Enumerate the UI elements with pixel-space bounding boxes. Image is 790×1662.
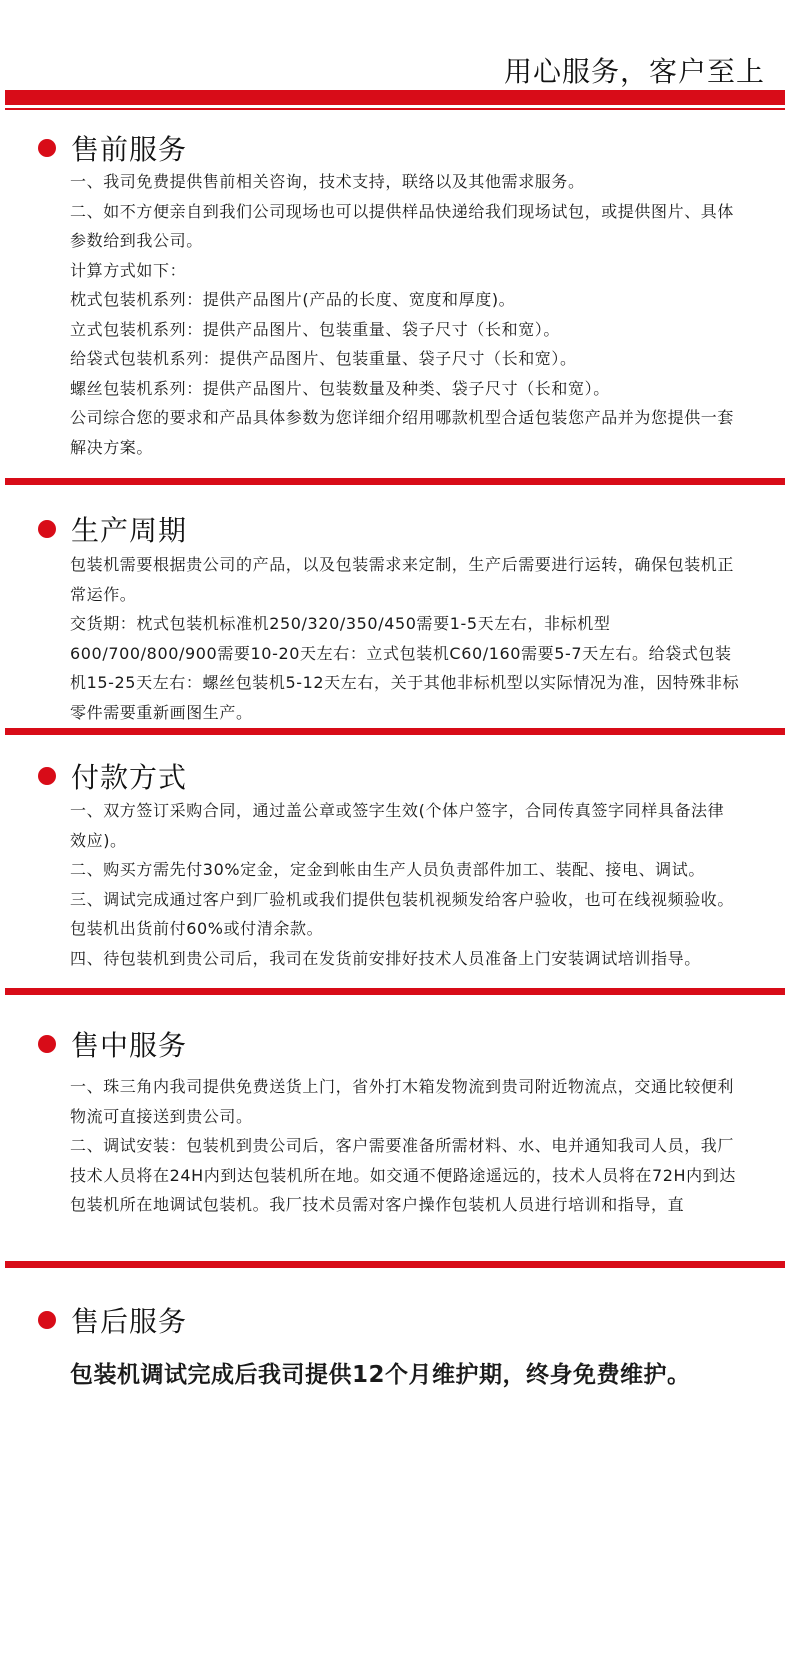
paragraph: 包装机需要根据贵公司的产品，以及包装需求来定制，生产后需要进行运转，确保包装机正常运作。 bbox=[70, 555, 735, 604]
paragraph: 二、调试安装：包装机到贵公司后，客户需要准备所需材料、水、电并通知我司人员，我厂技术人员将在24H内到达包装机所在地。如交通不便路途遥远的，技术人员将在72H内到达包装机所在地调试包装机。我厂技术员需对客户操作包装机人员进行培训和指导，直 bbox=[70, 1136, 736, 1214]
page-slogan: 用心服务，客户至上 bbox=[503, 55, 765, 88]
section-production-body bbox=[70, 550, 740, 727]
section-presale-body bbox=[70, 167, 740, 462]
paragraph: 交货期：枕式包装机标准机250/320/350/450需要1-5天左右，非标机型600/700/800/900需要10-20天左右：立式包装机C60/160需要5-7天左右。给袋式包装机15-25天左右：螺丝包装机5-12天左右，关于其他非标机型以实际情况为准，因特殊非标零件需要重新画图生产。 bbox=[70, 614, 740, 722]
paragraph: 三、调试完成通过客户到厂验机或我们提供包装机视频发给客户验收，也可在线视频验收。包装机出货前付60%或付清余款。 bbox=[70, 889, 735, 938]
paragraph: 螺丝包装机系列：提供产品图片、包装数量及种类、袋子尺寸（长和宽）。 bbox=[70, 378, 610, 398]
paragraph: 二、购买方需先付30%定金，定金到帐由生产人员负责部件加工、装配、接电、调试。 bbox=[70, 860, 705, 879]
section-title: 生产周期 bbox=[71, 514, 188, 547]
header-bar-thick bbox=[5, 90, 785, 105]
section-divider bbox=[5, 988, 785, 995]
bullet-dot-icon bbox=[38, 767, 56, 785]
section-production-header bbox=[38, 509, 187, 549]
section-title: 售中服务 bbox=[71, 1029, 188, 1062]
bullet-dot-icon bbox=[38, 1035, 56, 1053]
paragraph: 立式包装机系列：提供产品图片、包装重量、袋子尺寸（长和宽）。 bbox=[70, 319, 561, 339]
section-title: 售前服务 bbox=[71, 133, 188, 166]
paragraph: 枕式包装机系列：提供产品图片(产品的长度、宽度和厚度)。 bbox=[70, 290, 516, 309]
paragraph: 二、如不方便亲自到我们公司现场也可以提供样品快递给我们现场试包，或提供图片、具体参数给到我公司。 bbox=[70, 201, 735, 250]
paragraph: 一、我司免费提供售前相关咨询，技术支持，联络以及其他需求服务。 bbox=[70, 172, 585, 191]
section-divider bbox=[5, 728, 785, 735]
section-payment-header bbox=[38, 756, 187, 796]
paragraph: 公司综合您的要求和产品具体参数为您详细介绍用哪款机型合适包装您产品并为您提供一套解决方案。 bbox=[70, 408, 735, 457]
section-title: 付款方式 bbox=[71, 761, 188, 794]
paragraph: 包装机调试完成后我司提供12个月维护期，终身免费维护。 bbox=[70, 1362, 691, 1388]
section-payment-body bbox=[70, 796, 740, 973]
section-aftersale-header bbox=[38, 1300, 187, 1340]
section-aftersale-body bbox=[70, 1358, 770, 1392]
section-presale-header bbox=[38, 128, 187, 168]
paragraph: 四、待包装机到贵公司后，我司在发货前安排好技术人员准备上门安装调试培训指导。 bbox=[70, 948, 701, 968]
paragraph: 一、双方签订采购合同，通过盖公章或签字生效(个体户签字，合同传真签字同样具备法律效应)。 bbox=[70, 801, 725, 850]
paragraph: 一、珠三角内我司提供免费送货上门，省外打木箱发物流到贵司附近物流点，交通比较便利物流可直接送到贵公司。 bbox=[70, 1077, 735, 1126]
section-title: 售后服务 bbox=[71, 1305, 188, 1338]
section-insale-body bbox=[70, 1072, 740, 1220]
section-divider bbox=[5, 478, 785, 485]
header-bar-thin bbox=[5, 108, 785, 110]
bullet-dot-icon bbox=[38, 1311, 56, 1329]
bullet-dot-icon bbox=[38, 520, 56, 538]
section-divider bbox=[5, 1261, 785, 1268]
paragraph: 计算方式如下： bbox=[70, 260, 187, 280]
paragraph: 给袋式包装机系列：提供产品图片、包装重量、袋子尺寸（长和宽）。 bbox=[70, 349, 577, 368]
bullet-dot-icon bbox=[38, 139, 56, 157]
section-insale-header bbox=[38, 1024, 187, 1064]
